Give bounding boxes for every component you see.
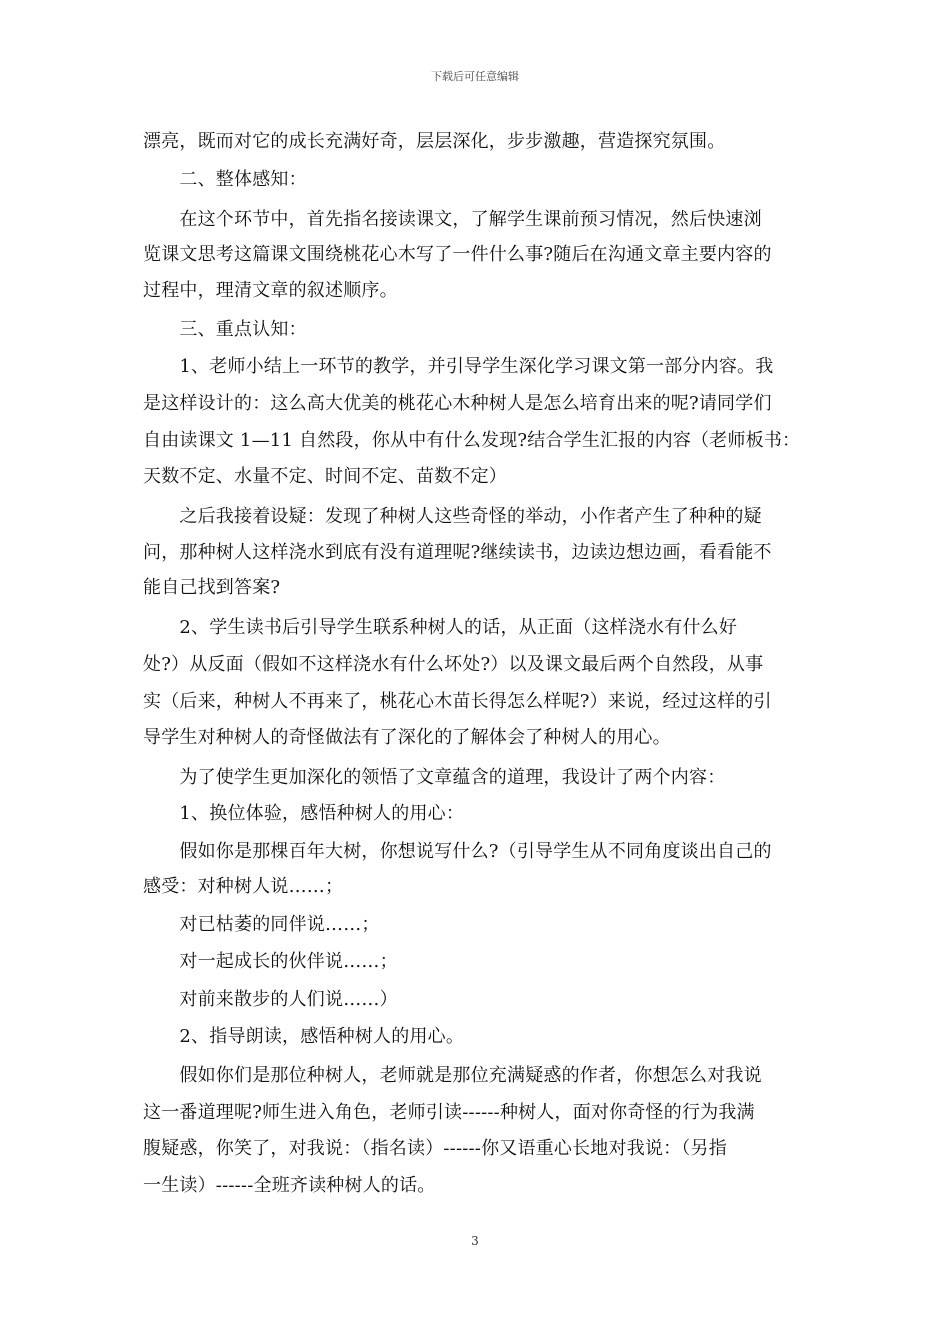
text-line: 处?）从反面（假如不这样浇水有什么坏处?）以及课文最后两个自然段，从事 [143,654,764,675]
text-line: 为了使学生更加深化的领悟了文章蕴含的道理，我设计了两个内容： [143,767,726,788]
text-line: 1、换位体验，感悟种树人的用心： [143,803,465,824]
text-line: 在这个环节中，首先指名接读课文，了解学生课前预习情况，然后快速浏 [143,209,762,230]
text-line: 天数不定、水量不定、时间不定、苗数不定） [143,466,507,487]
text-line: 三、重点认知： [143,319,307,340]
text-line: 能自己找到答案? [143,577,281,598]
text-line: 漂亮，既而对它的成长充满好奇，层层深化，步步激趣，营造探究氛围。 [143,131,726,152]
text-line: 对一起成长的伙伴说……； [143,951,398,972]
text-line: 问，那种树人这样浇水到底有没有道理呢?继续读书，边读边想边画，看看能不 [143,542,772,563]
text-line: 览课文思考这篇课文围绕桃花心木写了一件什么事?随后在沟通文章主要内容的 [143,244,772,265]
text-line: 对前来散步的人们说……） [143,989,398,1010]
text-line: 自由读课文 1—11 自然段，你从中有什么发现?结合学生汇报的内容（老师板书： [143,430,801,451]
text-line: 这一番道理呢?师生进入角色，老师引读------种树人，面对你奇怪的行为我满 [143,1102,755,1123]
text-line: 假如你是那棵百年大树，你想说写什么?（引导学生从不同角度谈出自己的 [143,841,772,862]
page-header: 下载后可任意编辑 [431,70,519,83]
text-line: 实（后来，种树人不再来了，桃花心木苗长得怎么样呢?）来说，经过这样的引 [143,691,772,712]
text-line: 之后我接着设疑：发现了种树人这些奇怪的举动，小作者产生了种种的疑 [143,506,762,527]
text-line: 假如你们是那位种树人，老师就是那位充满疑惑的作者，你想怎么对我说 [143,1065,762,1086]
page-number: 3 [471,1234,479,1248]
text-line: 2、指导朗读，感悟种树人的用心。 [143,1026,465,1047]
text-line: 2、学生读书后引导学生联系种树人的话，从正面（这样浇水有什么好 [143,617,738,638]
text-line: 对已枯萎的同伴说……； [143,914,380,935]
text-line: 腹疑惑，你笑了，对我说：（指名读）------你又语重心长地对我说：（另指 [143,1138,727,1159]
text-line: 一生读）------全班齐读种树人的话。 [143,1175,436,1196]
text-line: 二、整体感知： [143,169,307,190]
text-line: 是这样设计的：这么高大优美的桃花心木种树人是怎么培育出来的呢?请同学们 [143,393,772,414]
text-line: 过程中，理清文章的叙述顺序。 [143,280,398,301]
text-line: 导学生对种树人的奇怪做法有了深化的了解体会了种树人的用心。 [143,727,671,748]
text-line: 1、老师小结上一环节的教学，并引导学生深化学习课文第一部分内容。我 [143,356,774,377]
text-line: 感受：对种树人说……； [143,876,344,897]
